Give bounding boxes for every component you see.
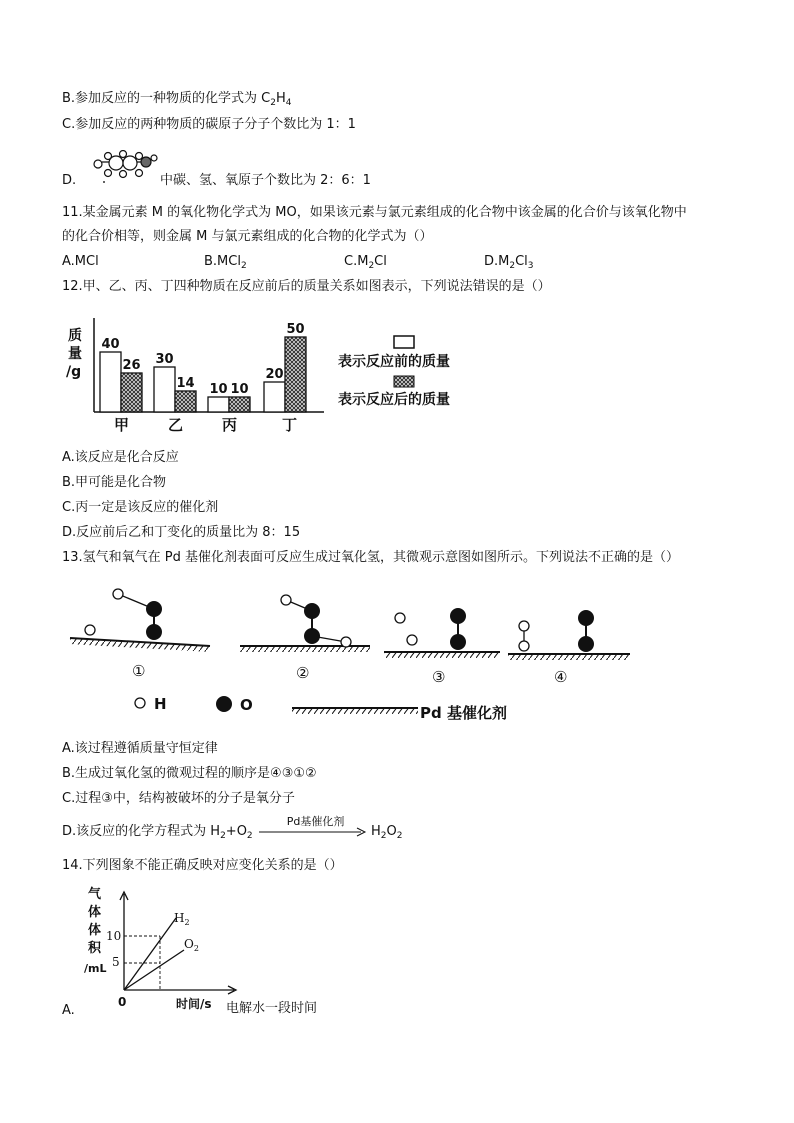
y-axis-label-char: 体 xyxy=(88,923,102,938)
y-axis-label-char: 积 xyxy=(88,941,102,956)
legend-catalyst-label: Pd 基催化剂 xyxy=(420,704,507,722)
o2-label-text: O xyxy=(184,937,194,951)
q12-stem: 12.甲、乙、丙、丁四种物质在反应前后的质量关系如图表示，下列说法错误的是（） xyxy=(62,279,551,294)
oxygen-atom xyxy=(304,628,320,644)
category-label: 甲 xyxy=(114,416,130,434)
y-axis-label-char: 气 xyxy=(88,887,102,902)
oxygen-atom xyxy=(450,634,466,650)
subscript: 4 xyxy=(285,98,292,108)
q14-option-a-label: A. xyxy=(62,1003,75,1018)
subscript: 2 xyxy=(246,831,253,841)
hydrogen-atom xyxy=(113,589,123,599)
q10-option-c: C.参加反应的两种物质的碳原子分子个数比为 1：1 xyxy=(62,117,356,132)
category-label: 丙 xyxy=(222,416,238,434)
q10-option-b-text: B.参加反应的一种物质的化学式为 C xyxy=(62,91,271,106)
q13-stem: 13.氢气和氧气在 Pd 基催化剂表面可反应生成过氧化氢，其微观示意图如图所示。下列说法不正确的是（） xyxy=(62,550,680,565)
q12-option-d: D.反应前后乙和丁变化的质量比为 8：15 xyxy=(62,525,301,540)
q14-stem: 14.下列图象不能正确反映对应变化关系的是（） xyxy=(62,858,343,873)
q12-option-c: C.丙一定是该反应的催化剂 xyxy=(62,500,219,515)
step-label: ① xyxy=(132,662,146,680)
q13-option-d-text: O xyxy=(386,824,397,839)
bar-before xyxy=(154,367,175,412)
bar-before xyxy=(208,397,229,412)
q13-micro-diagram xyxy=(62,578,634,728)
bar-value-label: 50 xyxy=(286,322,305,337)
oxygen-atom xyxy=(146,601,162,617)
oxygen-atom xyxy=(146,624,162,640)
hydrogen-atom xyxy=(281,595,291,605)
o2-series-line xyxy=(124,950,184,990)
h2-series-line xyxy=(124,918,176,990)
q10-option-b-text: H xyxy=(276,91,286,106)
oxygen-atom xyxy=(450,608,466,624)
y-axis-label-char: /mL xyxy=(84,962,107,975)
q10-option-d-text: 中碳、氢、氧原子个数比为 2：6：1 xyxy=(160,173,371,188)
hydrogen-atom xyxy=(341,637,351,647)
legend-label-after: 表示反应后的质量 xyxy=(338,392,450,408)
reaction-arrow xyxy=(257,814,367,839)
step-1-panel xyxy=(70,589,210,680)
bar-after xyxy=(229,397,250,412)
bar-value-label: 40 xyxy=(101,337,120,352)
step-3-panel xyxy=(384,608,500,686)
subscript: 2 xyxy=(509,261,516,271)
q11-option-d xyxy=(484,253,534,271)
q12-option-b: B.甲可能是化合物 xyxy=(62,475,167,490)
q13-option-d-text: +O xyxy=(225,824,247,839)
step-2-panel xyxy=(240,595,370,682)
q11-option-d-text: Cl xyxy=(515,254,528,269)
h2-label-text: H xyxy=(174,911,185,925)
y-tick-label: 5 xyxy=(112,955,120,969)
q11-option-c-text: C.M xyxy=(344,254,369,269)
q11-option-c-text: Cl xyxy=(374,254,387,269)
subscript: 2 xyxy=(380,831,387,841)
subscript: 2 xyxy=(193,944,199,953)
q13-option-d-text: H xyxy=(370,824,381,839)
step-4-panel xyxy=(508,610,630,686)
hydrogen-atom xyxy=(85,625,95,635)
q13-option-d-text: D.该反应的化学方程式为 H xyxy=(62,824,221,839)
bar-value-label: 10 xyxy=(230,382,249,397)
y-axis-label-char: 质 xyxy=(68,328,82,344)
bar-value-label: 10 xyxy=(209,382,228,397)
bar-value-label: 26 xyxy=(122,358,141,373)
y-tick-label: 10 xyxy=(106,929,122,943)
oxygen-atom xyxy=(578,610,594,626)
legend-swatch-after xyxy=(394,376,414,387)
legend-label-before: 表示反应前的质量 xyxy=(338,354,450,370)
x-tick-label: 0 xyxy=(118,995,127,1009)
q11-option-d-text: D.M xyxy=(484,254,510,269)
q13-option-c: C.过程③中，结构被破坏的分子是氧分子 xyxy=(62,791,295,806)
oxygen-legend-icon xyxy=(216,696,232,712)
q13-option-a: A.该过程遵循质量守恒定律 xyxy=(62,741,218,756)
subscript: 2 xyxy=(368,261,375,271)
q11-stem-line2: 的化合价相等，则金属 M 与氯元素组成的化合物的化学式为（） xyxy=(62,229,433,244)
y-axis-label-char: 体 xyxy=(88,905,102,920)
bar-value-label: 20 xyxy=(265,367,284,382)
molecule-model-icon xyxy=(90,150,158,186)
legend-o-label: O xyxy=(240,696,253,714)
q14-line-chart xyxy=(80,884,240,1016)
subscript: 3 xyxy=(527,261,534,271)
q11-option-a: A.MCl xyxy=(62,254,99,269)
q13-legend xyxy=(135,695,507,722)
q11-option-b-text: B.MCl xyxy=(204,254,241,269)
legend-h-label: H xyxy=(154,695,167,713)
y-axis-label-char: /g xyxy=(66,364,82,380)
hydrogen-atom xyxy=(395,613,405,623)
subscript: 2 xyxy=(220,831,226,841)
oxygen-atom xyxy=(578,636,594,652)
q10-option-d-label: D. xyxy=(62,173,77,188)
y-axis-label-char: 量 xyxy=(68,346,82,362)
step-label: ③ xyxy=(432,668,446,686)
x-axis-label: 时间/s xyxy=(176,997,212,1011)
step-label: ② xyxy=(296,664,310,682)
h2-series-label xyxy=(174,911,190,927)
bar-value-label: 14 xyxy=(176,376,195,391)
q10-option-b xyxy=(62,90,292,108)
hydrogen-atom xyxy=(519,641,529,651)
hydrogen-atom xyxy=(519,621,529,631)
subscript: 2 xyxy=(240,261,247,271)
bar-value-label: 30 xyxy=(155,352,174,367)
hydrogen-atom xyxy=(407,635,417,645)
q14-option-a-caption: 电解水一段时间 xyxy=(226,1001,318,1016)
hydrogen-legend-icon xyxy=(135,698,145,708)
arrow-icon xyxy=(257,825,367,839)
o2-series-label xyxy=(184,937,199,953)
q11-option-b xyxy=(204,253,247,271)
q11-stem-line1: 11.某金属元素 M 的氧化物化学式为 MO，如果该元素与氯元素组成的化合物中该金属的化合价与该氧化物中 xyxy=(62,205,687,220)
bar-before xyxy=(264,382,285,412)
subscript: 2 xyxy=(396,831,403,841)
legend-swatch-before xyxy=(394,336,414,348)
q13-option-b: B.生成过氧化氢的微观过程的顺序是④③①② xyxy=(62,766,317,781)
bar-after xyxy=(121,373,142,412)
category-label: 丁 xyxy=(282,416,298,434)
q13-option-d xyxy=(62,814,403,841)
bar-before xyxy=(100,352,121,412)
q12-option-a: A.该反应是化合反应 xyxy=(62,450,179,465)
category-label: 乙 xyxy=(168,416,184,434)
step-label: ④ xyxy=(554,668,568,686)
q11-option-c xyxy=(344,253,387,271)
q12-bar-chart xyxy=(62,308,482,438)
oxygen-atom xyxy=(304,603,320,619)
subscript: 2 xyxy=(270,98,276,108)
subscript: 2 xyxy=(184,918,190,927)
bar-after xyxy=(285,337,306,412)
reaction-condition: Pd基催化剂 xyxy=(286,814,345,828)
bar-after xyxy=(175,391,196,412)
